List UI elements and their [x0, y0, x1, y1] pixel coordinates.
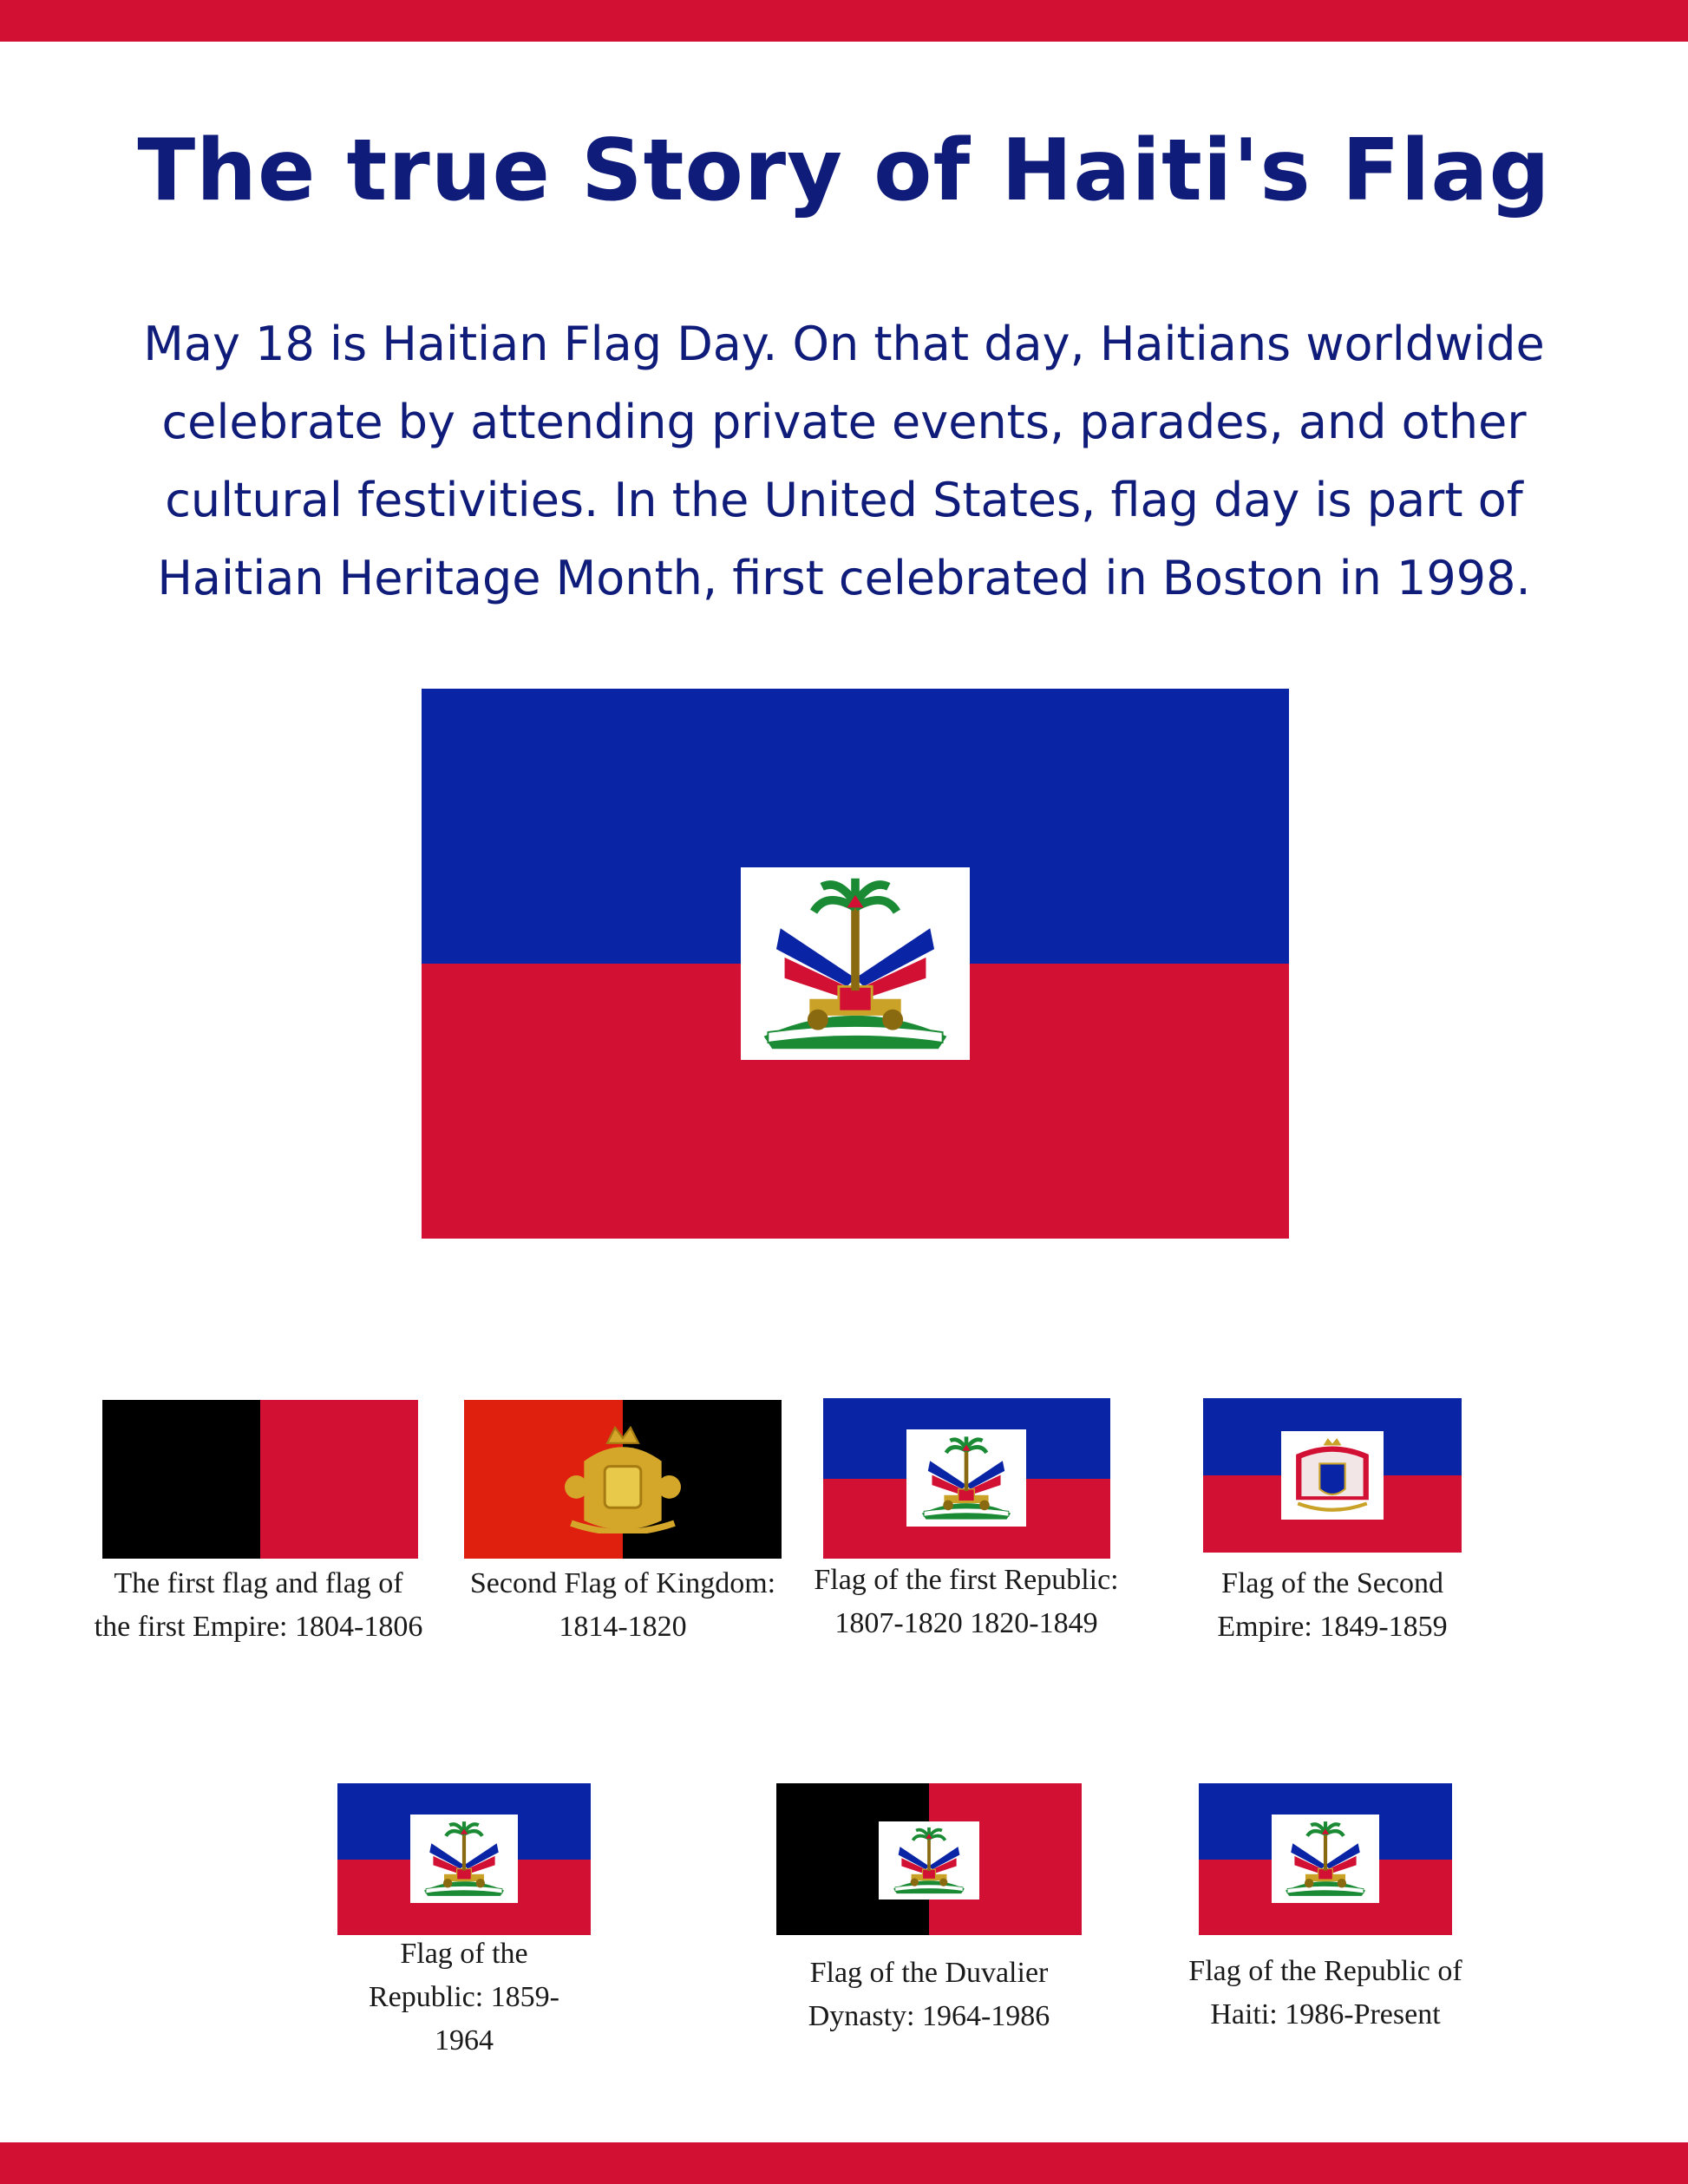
flag-caption: Flag of the Second Empire: 1849-1859: [1217, 1567, 1448, 1643]
bottom-accent-bar: [0, 2142, 1688, 2184]
coat-of-arms-emblem: [741, 867, 970, 1060]
flag-second-empire: [1203, 1398, 1462, 1553]
flag-republic-1859: [337, 1783, 591, 1935]
coat-of-arms-emblem: [1272, 1815, 1379, 1903]
flag-red-half: [260, 1400, 418, 1559]
page-title: The true Story of Haiti's Flag: [137, 121, 1551, 220]
flag-black-half: [102, 1400, 260, 1559]
royal-emblem: [558, 1422, 688, 1533]
top-accent-bar: [0, 0, 1688, 42]
flag-republic-1986: [1199, 1783, 1452, 1935]
coat-of-arms-emblem: [410, 1815, 518, 1903]
imperial-emblem: [1281, 1431, 1384, 1520]
flag-caption: Second Flag of Kingdom: 1814-1820: [469, 1567, 776, 1643]
flag-kingdom: [464, 1400, 782, 1559]
flag-caption: The first flag and flag of the first Empire: 1804-1806: [94, 1567, 423, 1643]
coat-of-arms-emblem: [879, 1821, 979, 1900]
flag-caption: Flag of the Republic: 1859-1964: [368, 1938, 560, 2056]
flag-caption: Flag of the Duvalier Dynasty: 1964-1986: [808, 1957, 1050, 2032]
flag-caption: Flag of the first Republic: 1807-1820 1820-1849: [814, 1564, 1119, 1639]
intro-paragraph: May 18 is Haitian Flag Day. On that day, Haitians worldwide celebrate by attending private events, parades, and other cultural festivities. In the United States, flag day is part of Haitian Heritage Month, first celebrated in Boston in 1998.: [143, 317, 1545, 605]
flag-first-republic: [823, 1398, 1110, 1559]
coat-of-arms-emblem: [906, 1429, 1026, 1527]
flag-duvalier: [776, 1783, 1082, 1935]
flag-first-empire: [102, 1400, 418, 1559]
hero-flag: [422, 689, 1289, 1239]
flag-caption: Flag of the Republic of Haiti: 1986-Present: [1188, 1955, 1462, 2030]
